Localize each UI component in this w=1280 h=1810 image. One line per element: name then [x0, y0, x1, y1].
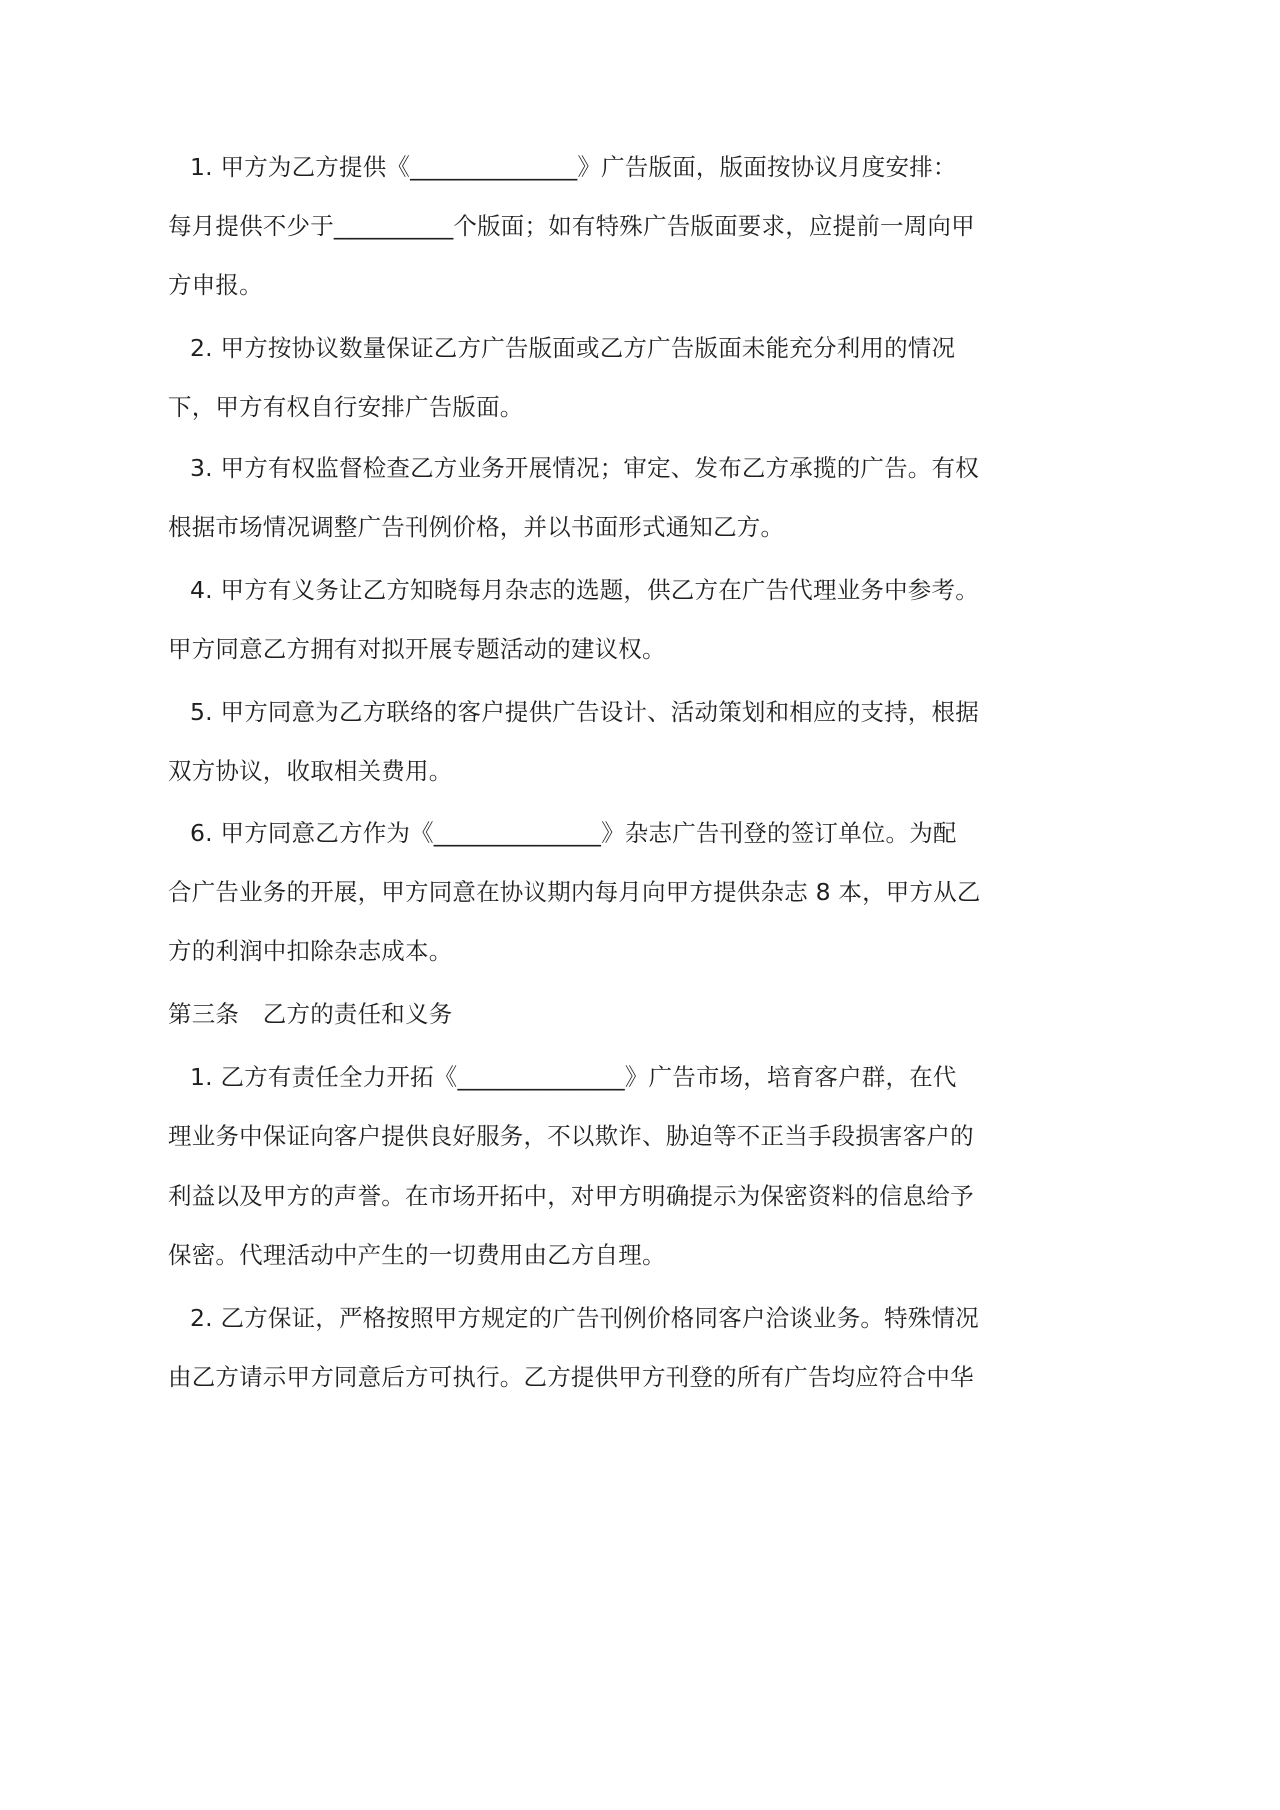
clause-2-1-line-1: 1. 甲方为乙方提供《______________》广告版面，版面按协议月度安排： — [190, 153, 957, 181]
clause-2-1-line-3: 方申报。 — [168, 271, 263, 299]
clause-3-1-line-3: 利益以及甲方的声誉。在市场开拓中，对甲方明确提示为保密资料的信息给予 — [168, 1182, 974, 1210]
clause-2-6-line-1: 6. 甲方同意乙方作为《______________》杂志广告刊登的签订单位。为配 — [190, 819, 957, 847]
clause-2-4-line-1: 4. 甲方有义务让乙方知晓每月杂志的选题，供乙方在广告代理业务中参考。 — [190, 576, 979, 604]
clause-2-2-line-1: 2. 甲方按协议数量保证乙方广告版面或乙方广告版面未能充分利用的情况 — [190, 334, 956, 362]
clause-2-1-line-2: 每月提供不少于__________个版面；如有特殊广告版面要求，应提前一周向甲 — [168, 212, 975, 240]
clause-2-6-line-2: 合广告业务的开展，甲方同意在协议期内每月向甲方提供杂志 8 本，甲方从乙 — [168, 878, 981, 906]
clause-3-1-line-2: 理业务中保证向客户提供良好服务，不以欺诈、胁迫等不正当手段损害客户的 — [168, 1122, 974, 1150]
clause-2-4-line-2: 甲方同意乙方拥有对拟开展专题活动的建议权。 — [168, 635, 666, 663]
clause-3-1-line-4: 保密。代理活动中产生的一切费用由乙方自理。 — [168, 1241, 666, 1269]
clause-2-3-line-1: 3. 甲方有权监督检查乙方业务开展情况；审定、发布乙方承揽的广告。有权 — [190, 454, 979, 482]
clause-2-6-line-3: 方的利润中扣除杂志成本。 — [168, 937, 453, 965]
clause-3-2-line-1: 2. 乙方保证，严格按照甲方规定的广告刊例价格同客户洽谈业务。特殊情况 — [190, 1304, 979, 1332]
section-heading-article-3: 第三条 乙方的责任和义务 — [168, 1000, 453, 1028]
clause-3-2-line-2: 由乙方请示甲方同意后方可执行。乙方提供甲方刊登的所有广告均应符合中华 — [168, 1363, 974, 1391]
clause-2-5-line-1: 5. 甲方同意为乙方联络的客户提供广告设计、活动策划和相应的支持，根据 — [190, 698, 979, 726]
clause-2-2-line-2: 下，甲方有权自行安排广告版面。 — [168, 393, 524, 421]
clause-2-5-line-2: 双方协议，收取相关费用。 — [168, 757, 453, 785]
clause-3-1-line-1: 1. 乙方有责任全力开拓《______________》广告市场，培育客户群，在代 — [190, 1063, 957, 1091]
clause-2-3-line-2: 根据市场情况调整广告刊例价格，并以书面形式通知乙方。 — [168, 513, 785, 541]
